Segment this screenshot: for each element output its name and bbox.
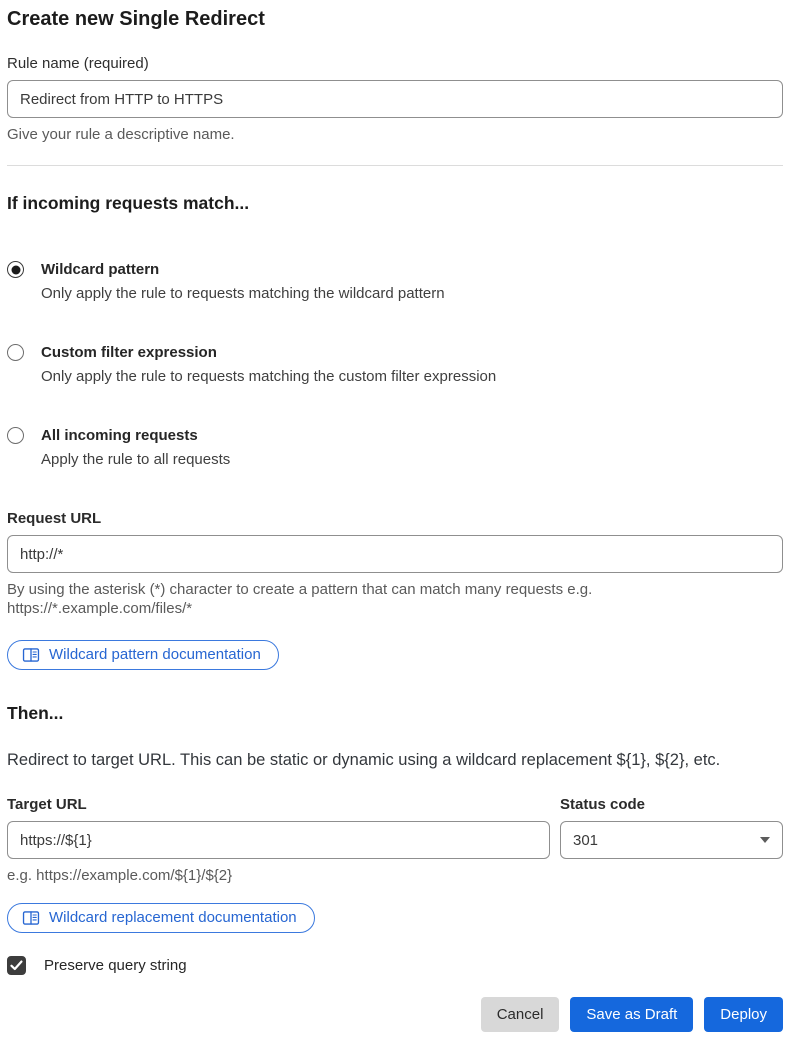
radio-option-custom-filter[interactable] — [7, 343, 783, 386]
then-section-heading: Then... — [7, 703, 64, 723]
chevron-down-icon — [760, 837, 770, 843]
status-code-field — [560, 796, 783, 859]
radio-icon[interactable] — [7, 261, 24, 278]
radio-option-label: Custom filter expression — [41, 344, 217, 361]
radio-option-description: Apply the rule to all requests — [41, 451, 231, 468]
target-url-help: e.g. https://example.com/${1}/${2} — [7, 867, 233, 884]
deploy-button[interactable]: Deploy — [704, 997, 783, 1032]
wildcard-replacement-docs-label: Wildcard replacement documentation — [49, 909, 297, 926]
footer-actions — [7, 997, 783, 1032]
request-url-help-line1: By using the asterisk (*) character to create a pattern that can match many requests e.g. — [7, 581, 593, 598]
request-url-input[interactable] — [7, 535, 783, 573]
status-code-select[interactable] — [560, 821, 783, 859]
radio-option-label: All incoming requests — [41, 427, 198, 444]
radio-icon[interactable] — [7, 427, 24, 444]
request-url-label: Request URL — [7, 510, 102, 527]
request-url-help-line2: https://*.example.com/files/* — [7, 600, 193, 617]
wildcard-pattern-docs-label: Wildcard pattern documentation — [49, 646, 261, 663]
checkmark-icon — [10, 960, 23, 971]
match-type-radio-group — [7, 260, 783, 469]
rule-name-label: Rule name (required) — [7, 55, 149, 72]
then-section-description: Redirect to target URL. This can be static or dynamic using a wildcard replacement ${1}, ${2}, etc. — [7, 751, 721, 769]
target-url-input[interactable] — [7, 821, 550, 859]
page-title: Create new Single Redirect — [7, 8, 265, 30]
preserve-query-row[interactable] — [7, 956, 783, 975]
rule-name-input[interactable] — [7, 80, 783, 118]
open-book-icon — [22, 647, 40, 663]
status-code-value: 301 — [573, 831, 599, 849]
match-section-heading: If incoming requests match... — [7, 193, 250, 213]
radio-option-all-requests[interactable] — [7, 426, 783, 469]
preserve-query-checkbox[interactable] — [7, 956, 26, 975]
wildcard-replacement-docs-button[interactable] — [7, 903, 315, 933]
cancel-button[interactable]: Cancel — [481, 997, 560, 1032]
target-url-label: Target URL — [7, 796, 87, 813]
radio-option-description: Only apply the rule to requests matching the custom filter expression — [41, 368, 497, 385]
radio-option-label: Wildcard pattern — [41, 261, 160, 278]
rule-name-field — [7, 55, 783, 144]
save-as-draft-button[interactable]: Save as Draft — [570, 997, 693, 1032]
target-url-field — [7, 796, 550, 885]
wildcard-pattern-docs-button[interactable] — [7, 640, 279, 670]
open-book-icon — [22, 910, 40, 926]
request-url-help — [7, 580, 783, 618]
preserve-query-label: Preserve query string — [44, 957, 187, 974]
rule-name-help: Give your rule a descriptive name. — [7, 126, 235, 143]
target-row — [7, 796, 783, 885]
request-url-field — [7, 510, 783, 670]
radio-option-description: Only apply the rule to requests matching the wildcard pattern — [41, 285, 445, 302]
section-divider — [7, 165, 783, 166]
radio-option-wildcard-pattern[interactable] — [7, 260, 783, 303]
radio-icon[interactable] — [7, 344, 24, 361]
status-code-label: Status code — [560, 796, 646, 813]
